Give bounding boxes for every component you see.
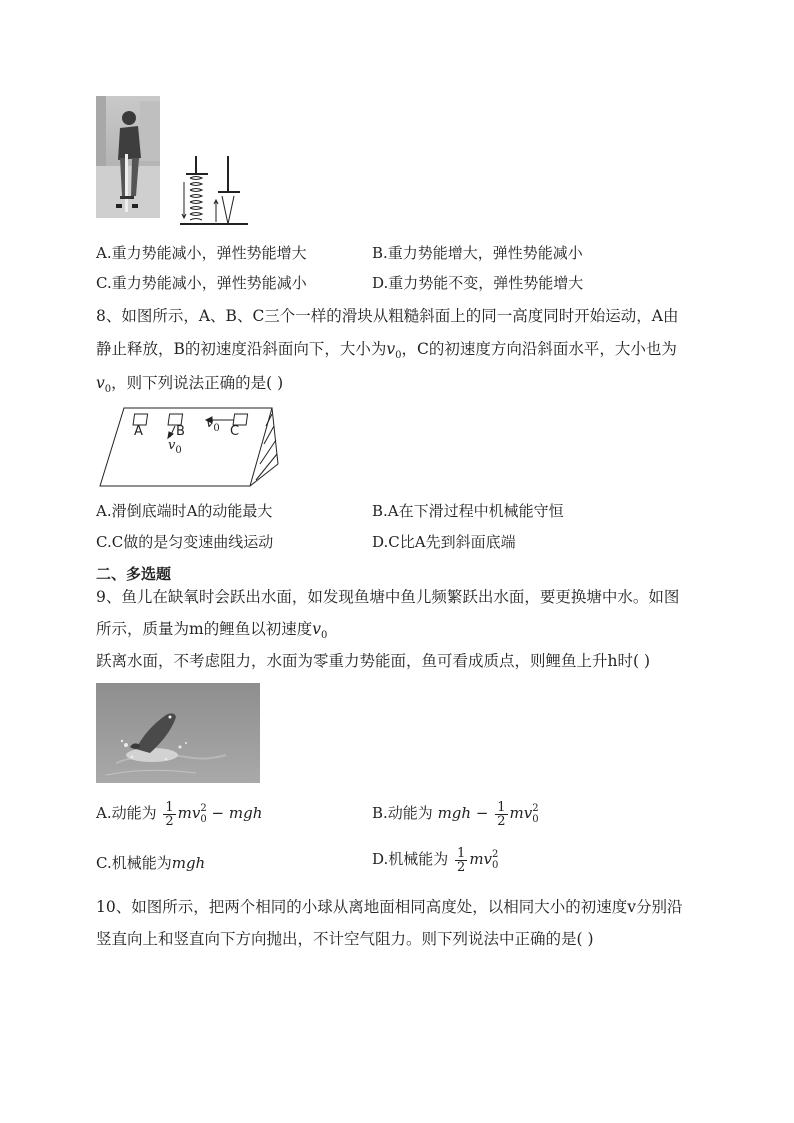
section-title: 二、多选题 [96, 565, 172, 583]
q8-option-d: D.C比A先到斜面底端 [372, 533, 516, 551]
q9-stem-line1: 9、鱼儿在缺氧时会跃出水面，如发现鱼塘中鱼儿频繁跃出水面，要更换塘中水。如图 [96, 588, 680, 606]
q8-stem-line1: 8、如图所示，A、B、C三个一样的滑块从粗糙斜面上的同一高度同时开始运动，A由 [96, 307, 679, 325]
incline-diagram [96, 404, 282, 490]
q9-option-b: B.动能为 mgh − $\frac{1}{2}$ mv 2 $_0$ [372, 799, 539, 829]
q8-option-c: C.C做的是匀变速曲线运动 [96, 533, 274, 551]
q9-option-d: D.机械能为 $\frac{1}{2}$ mv 2 $_0$ [372, 845, 499, 875]
q8-option-a: A.滑倒底端时A的动能最大 [96, 502, 273, 520]
pogo-stick-photo [96, 96, 160, 218]
q7-option-b: B.重力势能增大，弹性势能减小 [372, 244, 583, 262]
q9-option-a: A.动能为 $\frac{1}{2}$ mv 2 $_0$ − mgh [96, 799, 263, 829]
q7-option-a: A.重力势能减小，弹性势能增大 [96, 244, 307, 262]
q8-option-b: B.A在下滑过程中机械能守恒 [372, 502, 564, 520]
q9-option-c: C.机械能为mgh [96, 854, 206, 872]
label-a: A [134, 424, 143, 439]
label-b: B [176, 424, 185, 439]
fraction-half: $\frac{1}{2}$ [165, 799, 174, 829]
q7-option-c: C.重力势能减小，弹性势能减小 [96, 274, 307, 292]
carp-jump-photo [96, 683, 260, 783]
q8-stem-line2: 静止释放，B的初速度沿斜面向下，大小为$v_0$，C的初速度方向沿斜面水平，大小也为 [96, 340, 677, 361]
q10-stem-line2: 竖直向上和竖直向下方向抛出，不计空气阻力。则下列说法中正确的是( ) [96, 930, 594, 948]
q8-stem-line3: $v_0$，则下列说法正确的是( ) [96, 374, 284, 395]
q10-stem-line1: 10、如图所示，把两个相同的小球从离地面相同高度处，以相同大小的初速度v分别沿 [96, 898, 683, 916]
pogo-spring-diagram [176, 152, 252, 228]
q9-stem-line2: 所示，质量为m的鲤鱼以初速度$v_0$ [96, 620, 328, 641]
q9-stem-line3: 跃离水面，不考虑阻力，水面为零重力势能面，鱼可看成质点，则鲤鱼上升h时( ) [96, 652, 651, 670]
q7-option-d: D.重力势能不变，弹性势能增大 [372, 274, 584, 292]
label-v0-c: $v_0$ [206, 416, 220, 434]
label-c: C [230, 424, 240, 439]
label-v0-b: $v_0$ [168, 438, 182, 456]
